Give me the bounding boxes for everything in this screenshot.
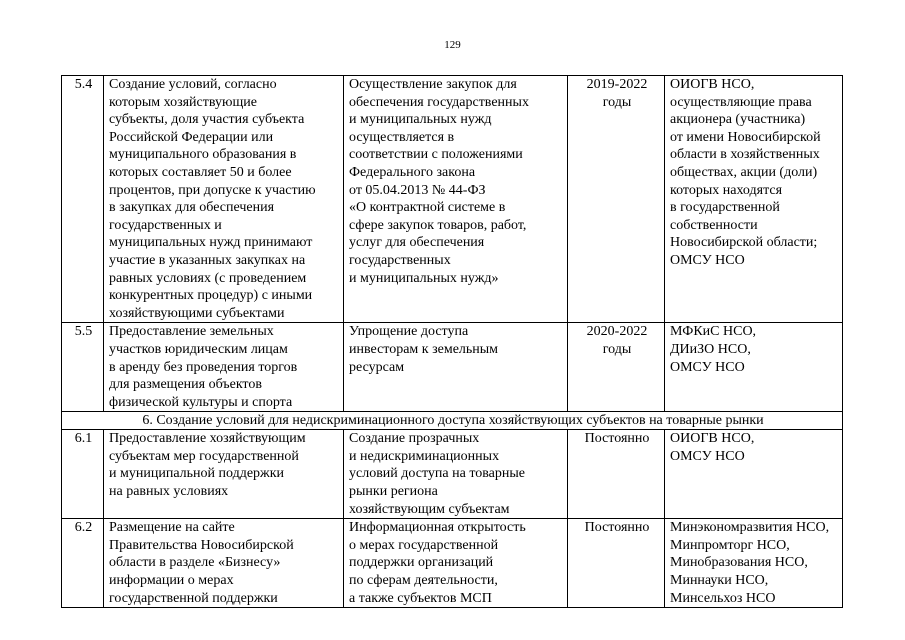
measure-cell: Создание условий, согласно которым хозяйствующие субъекты, доля участия субъекта Российской Федерации или муниципального образования в которых составляет 50 и более процентов, при допуске к участию в закупках для обеспечения государственных и муниципальных нужд принимают участие в указанных закупках на равных условиях (с проведением конкурентных процедур) с иными хозяйствующими субъектами [104, 76, 344, 323]
executor-cell: ОИОГВ НСО, ОМСУ НСО [665, 430, 843, 519]
table-row [62, 323, 843, 412]
result-cell: Создание прозрачных и недискриминационных условий доступа на товарные рынки региона хозяйствующим субъектам [344, 430, 568, 519]
table-row [62, 430, 843, 519]
row-number: 6.1 [62, 430, 104, 519]
period-cell: Постоянно [568, 519, 665, 608]
row-number: 5.4 [62, 76, 104, 323]
executor-cell: ОИОГВ НСО, осуществляющие права акционера (участника) от имени Новосибирской области в хозяйственных обществах, акции (доли) которых находятся в государственной собственности Новосибирской области; ОМСУ НСО [665, 76, 843, 323]
row-number: 5.5 [62, 323, 104, 412]
page-number: 129 [444, 39, 461, 51]
section-header-row [62, 412, 843, 430]
table-row [62, 519, 843, 608]
period-cell: 2019-2022 годы [568, 76, 665, 323]
executor-cell: МФКиС НСО, ДИиЗО НСО, ОМСУ НСО [665, 323, 843, 412]
measure-cell: Предоставление земельных участков юридическим лицам в аренду без проведения торгов для размещения объектов физической культуры и спорта [104, 323, 344, 412]
table-row [62, 76, 843, 323]
measure-cell: Размещение на сайте Правительства Новосибирской области в разделе «Бизнесу» информации о мерах государственной поддержки [104, 519, 344, 608]
measure-cell: Предоставление хозяйствующим субъектам мер государственной и муниципальной поддержки на равных условиях [104, 430, 344, 519]
row-number: 6.2 [62, 519, 104, 608]
section-title: 6. Создание условий для недискриминационного доступа хозяйствующих субъектов на товарные рынки [62, 412, 843, 430]
result-cell: Упрощение доступа инвесторам к земельным ресурсам [344, 323, 568, 412]
result-cell: Осуществление закупок для обеспечения государственных и муниципальных нужд осуществляется в соответствии с положениями Федерального закона от 05.04.2013 № 44-ФЗ «О контрактной системе в сфере закупок товаров, работ, услуг для обеспечения государственных и муниципальных нужд» [344, 76, 568, 323]
period-cell: 2020-2022 годы [568, 323, 665, 412]
period-cell: Постоянно [568, 430, 665, 519]
measures-table [61, 75, 843, 608]
executor-cell: Минэкономразвития НСО, Минпромторг НСО, Минобразования НСО, Миннауки НСО, Минсельхоз НСО [665, 519, 843, 608]
result-cell: Информационная открытость о мерах государственной поддержки организаций по сферам деятельности, а также субъектов МСП [344, 519, 568, 608]
